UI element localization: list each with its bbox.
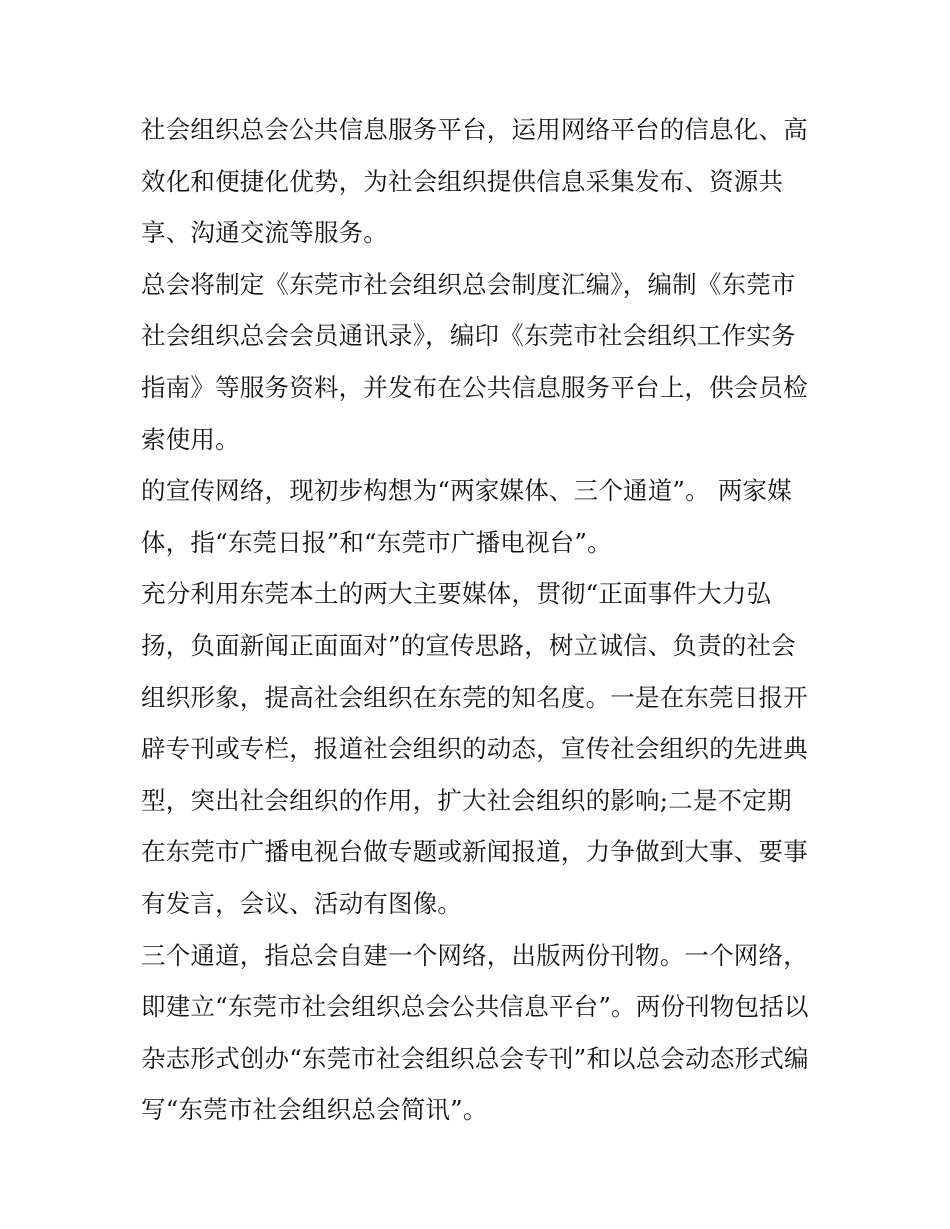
text-line: 总会将制定《东莞市社会组织总会制度汇编》，编制《东莞市 (141, 269, 796, 299)
text-line: 组织形象，提高社会组织在东莞的知名度。一是在东莞日报开 (141, 682, 808, 712)
text-line: 杂志形式创办“东莞市社会组织总会专刊”和以总会动态形式编 (141, 1043, 809, 1073)
text-line: 有发言，会议、活动有图像。 (141, 888, 463, 918)
text-line: 即建立“东莞市社会组织总会公共信息平台”。两份刊物包括以 (141, 992, 809, 1022)
text-line: 三个通道，指总会自建一个网络，出版两份刊物。一个网络， (141, 940, 808, 970)
text-line: 社会组织总会会员通讯录》，编印《东莞市社会组织工作实务 (141, 321, 796, 351)
document-body (141, 108, 821, 1140)
text-line: 社会组织总会公共信息服务平台，运用网络平台的信息化、高 (141, 115, 808, 144)
text-line: 扬，负面新闻正面面对”的宣传思路，树立诚信、负责的社会 (141, 630, 796, 660)
text-line: 写“东莞市社会组织总会简讯”。 (141, 1095, 488, 1125)
text-line: 享、沟通交流等服务。 (141, 218, 388, 248)
text-line: 充分利用东莞本土的两大主要媒体，贯彻“正面事件大力弘 (141, 579, 772, 609)
text-line: 指南》等服务资料，并发布在公共信息服务平台上，供会员检 (141, 372, 808, 402)
text-line: 型，突出社会组织的作用，扩大社会组织的影响;二是不定期 (141, 785, 792, 815)
text-line: 效化和便捷化优势，为社会组织提供信息采集发布、资源共 (141, 166, 784, 196)
text-line: 索使用。 (141, 424, 240, 454)
text-line: 在东莞市广播电视台做专题或新闻报道，力争做到大事、要事 (141, 837, 808, 867)
text-line: 辟专刊或专栏，报道社会组织的动态，宣传社会组织的先进典 (141, 734, 808, 764)
text-line: 体，指“东莞日报”和“东莞市广播电视台”。 (141, 527, 612, 557)
text-line: 的宣传网络，现初步构想为“两家媒体、三个通道”。 两家媒 (141, 476, 792, 506)
